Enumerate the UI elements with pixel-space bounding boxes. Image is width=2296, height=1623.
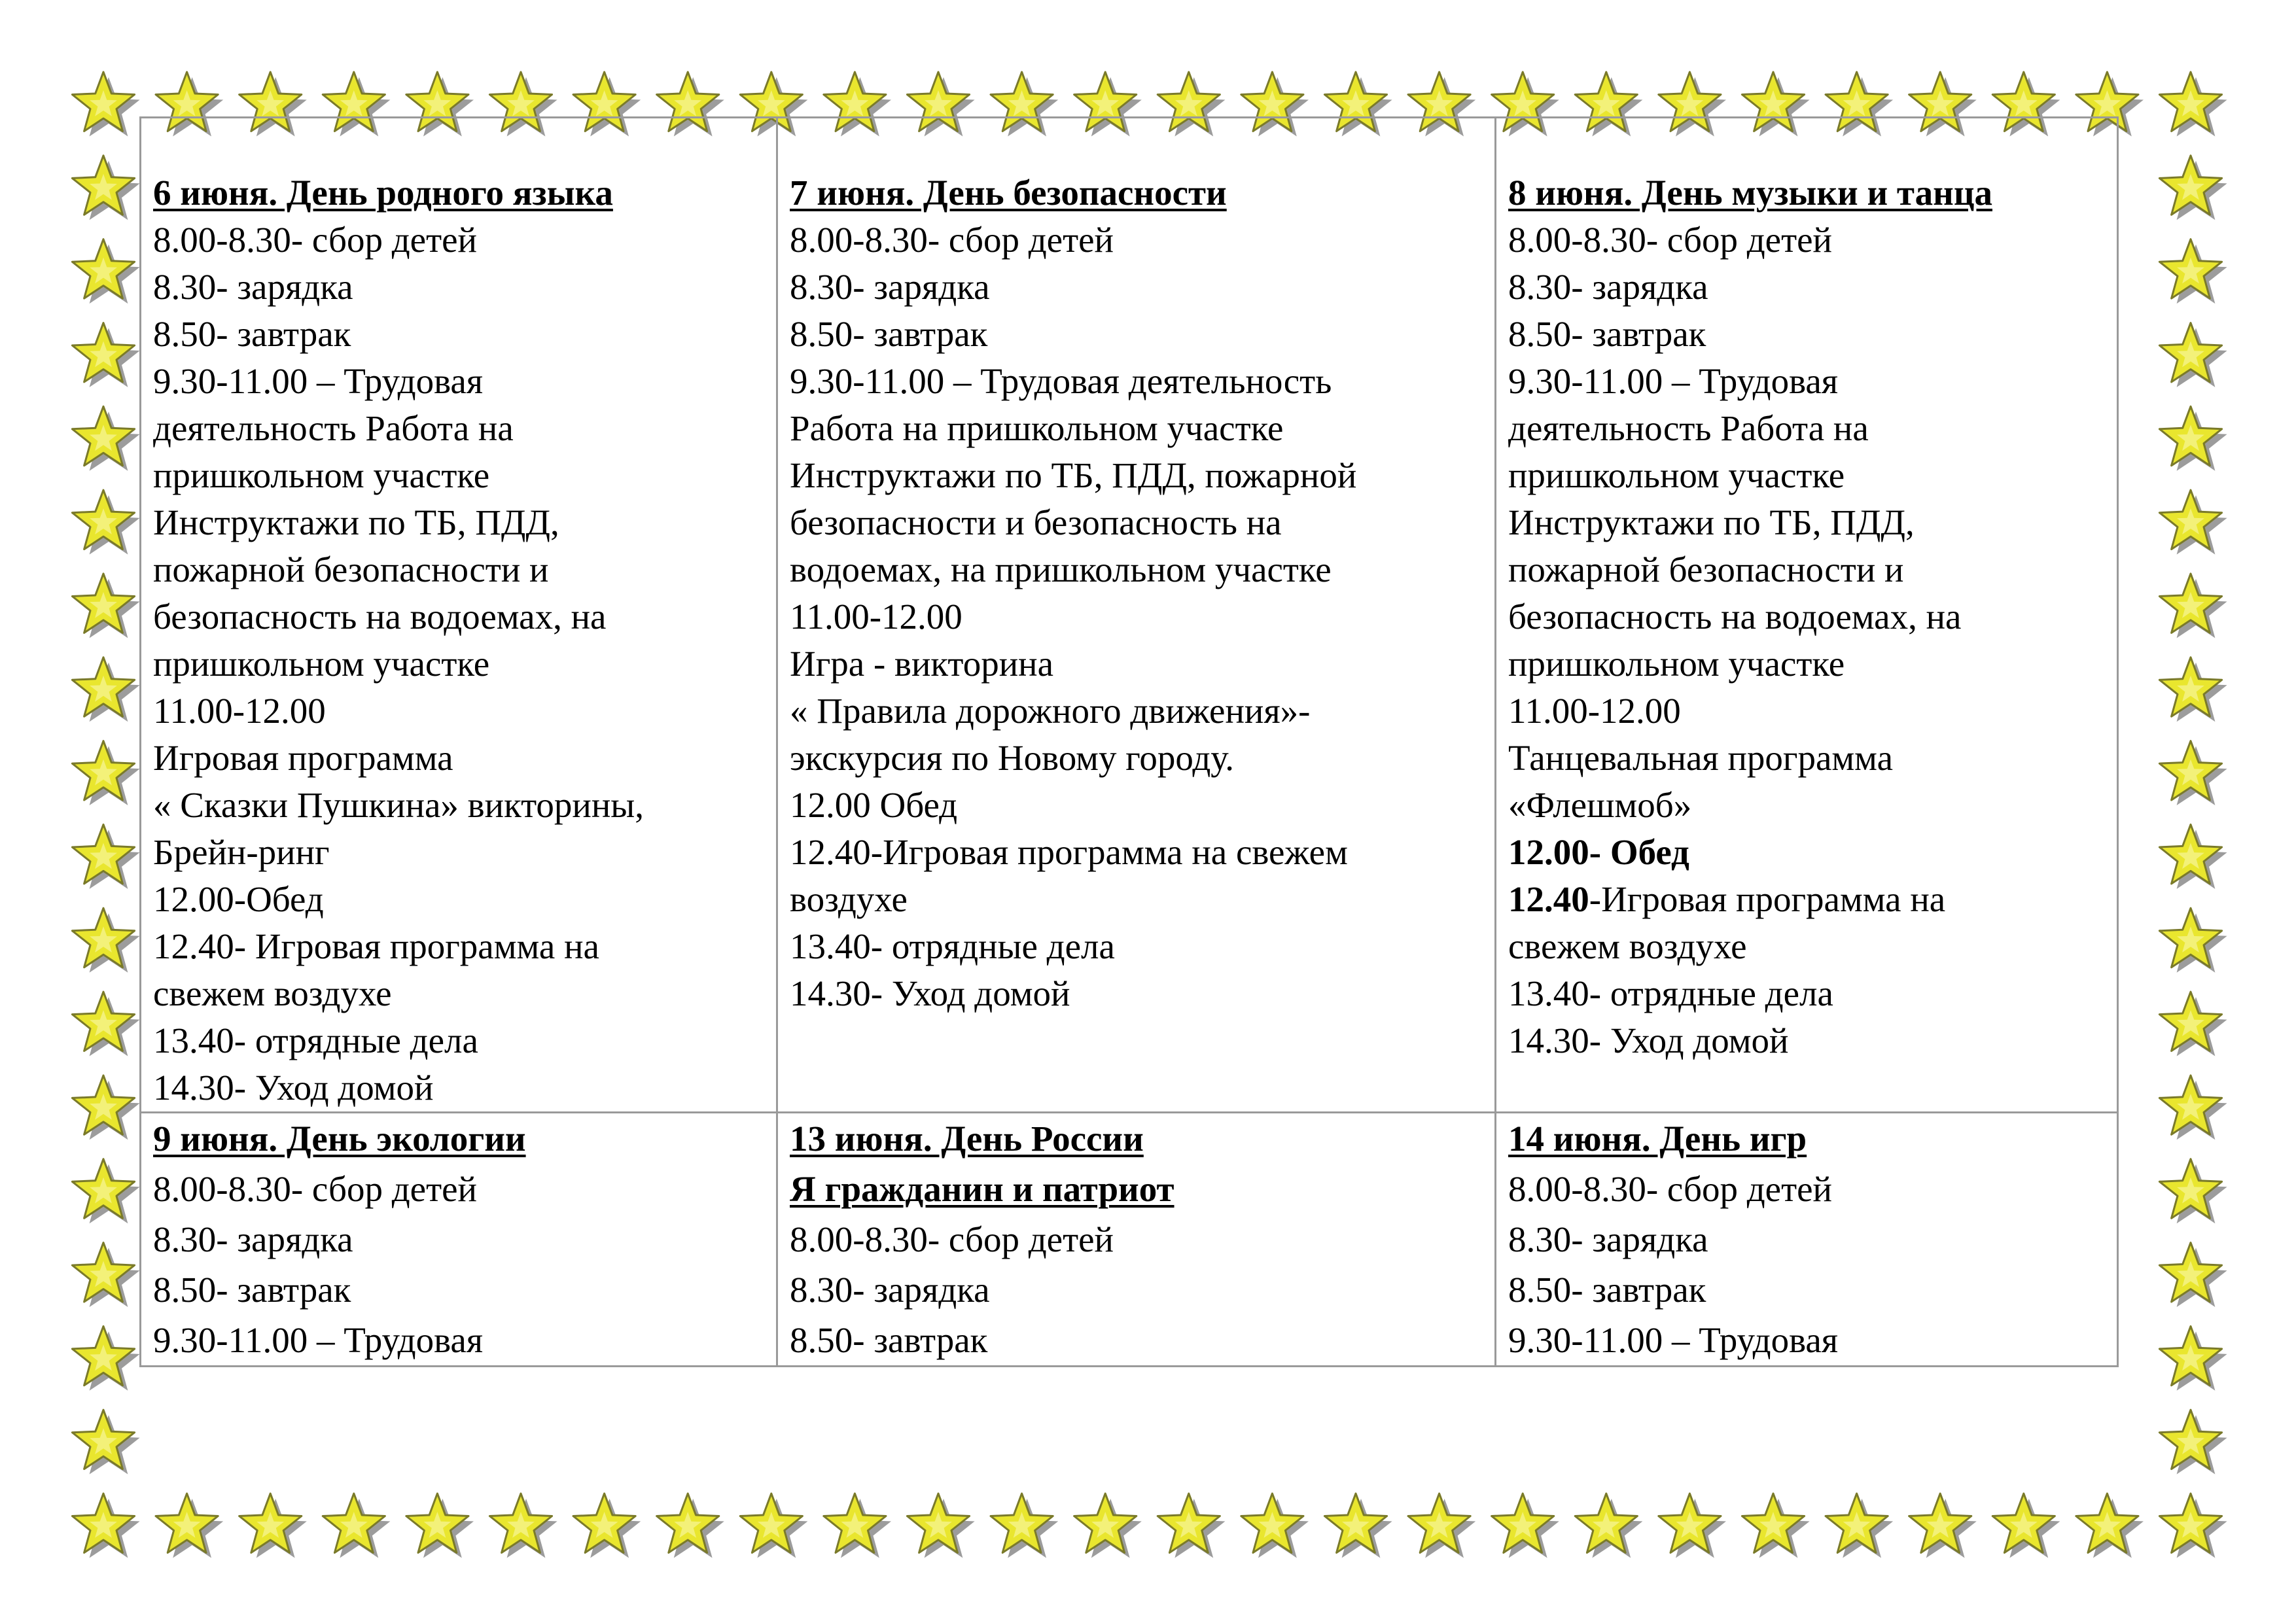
star-icon [2159,908,2227,973]
schedule-line: Работа на пришкольном участке [790,408,1284,448]
star-icon [2159,574,2227,638]
schedule-line: « Сказки Пушкина» викторины, [153,785,644,825]
schedule-line: 8.00-8.30- сбор детей [153,220,477,260]
schedule-line: 13.40- отрядные дела [790,926,1115,966]
star-icon [740,1493,807,1558]
schedule-line: водоемах, на пришкольном участке [790,550,1332,589]
schedule-line: безопасности и безопасность на [790,502,1282,542]
schedule-line: пришкольном участке [1508,455,1845,495]
schedule-line: 12.00-Обед [153,879,324,919]
schedule-line: 14.30- Уход домой [153,1068,434,1108]
star-icon [1742,1493,1809,1558]
schedule-line: 9.30-11.00 – Трудовая деятельность [790,361,1332,401]
day-cell [1496,1113,2118,1367]
schedule-line: пожарной безопасности и [1508,550,1904,589]
schedule-line: 8.30- зарядка [153,267,353,307]
schedule-line: свежем воздухе [1508,926,1747,966]
star-icon [2159,1326,2227,1390]
day-cell [777,118,1496,1113]
schedule-line: пришкольном участке [153,455,490,495]
schedule-line: 9.30-11.00 – Трудовая [1508,1320,1839,1360]
star-icon [2159,992,2227,1056]
star-icon [2159,239,2227,304]
schedule-line: пожарной безопасности и [153,550,549,589]
schedule-line: 13.40- отрядные дела [1508,973,1833,1013]
star-icon [1074,1493,1142,1558]
schedule-row [141,118,2118,1113]
schedule-line: Инструктажи по ТБ, ПДД, [153,502,559,542]
star-icon [2159,72,2227,137]
schedule-line: 8.50- завтрак [790,314,988,354]
star-icon [72,992,139,1056]
schedule-line: 14.30- Уход домой [1508,1021,1789,1060]
star-icon [2159,1075,2227,1140]
day-cell [141,118,777,1113]
schedule-line: 8.50- завтрак [153,314,351,354]
star-icon [72,741,139,805]
schedule-line: 8.30- зарядка [1508,267,1708,307]
star-icon [72,908,139,973]
star-icon [991,1493,1058,1558]
day-title: 6 июня. День родного языка [153,173,613,213]
schedule-line: 8.50- завтрак [1508,1270,1706,1310]
schedule-line: 9.30-11.00 – Трудовая [1508,361,1839,401]
day-title: 8 июня. День музыки и танца [1508,173,1993,213]
star-icon [2159,323,2227,387]
schedule-line: 12.00- Обед [1508,832,1689,872]
star-icon [2159,1159,2227,1224]
star-icon [2159,1410,2227,1474]
schedule-line: 8.30- зарядка [1508,1219,1708,1259]
schedule-line: « Правила дорожного движения»- [790,691,1311,731]
schedule-line: деятельность Работа на [153,408,514,448]
schedule-line: 8.50- завтрак [1508,314,1706,354]
star-icon [72,1410,139,1474]
star-icon [72,323,139,387]
schedule-line-text: -Игровая программа на [1589,879,1946,919]
schedule-line: 8.30- зарядка [790,267,990,307]
schedule-line: 8.30- зарядка [153,1219,353,1259]
schedule-line: деятельность Работа на [1508,408,1869,448]
star-icon [2159,156,2227,220]
schedule-line: 14.30- Уход домой [790,973,1070,1013]
schedule-line: пришкольном участке [1508,644,1845,684]
schedule-line: «Флешмоб» [1508,785,1692,825]
star-icon [72,824,139,889]
day-title: 14 июня. День игр [1508,1119,1807,1159]
day-cell [1496,118,2118,1113]
star-icon [489,1493,557,1558]
schedule-line: 11.00-12.00 [790,597,963,637]
schedule-line [1508,876,2105,923]
star-icon [2159,741,2227,805]
schedule-line: 11.00-12.00 [153,691,326,731]
day-cell [777,1113,1496,1367]
schedule-line-time: 12.40 [1508,879,1589,919]
star-icon [2076,1493,2144,1558]
schedule-line: 12.00 Обед [790,785,958,825]
star-icon [1909,1493,1977,1558]
schedule-line: Инструктажи по ТБ, ПДД, [1508,502,1915,542]
day-title: 9 июня. День экологии [153,1119,526,1159]
schedule-line: 8.50- завтрак [153,1270,351,1310]
schedule-line: 9.30-11.00 – Трудовая [153,361,484,401]
star-icon [2159,1243,2227,1308]
schedule-line: воздухе [790,879,908,919]
star-icon [2159,824,2227,889]
schedule-line: пришкольном участке [153,644,490,684]
schedule-line: свежем воздухе [153,973,392,1013]
star-icon [1492,1493,1559,1558]
star-icon [1992,1493,2060,1558]
schedule-line: экскурсия по Новому городу. [790,738,1235,778]
star-icon [573,1493,641,1558]
day-title: 13 июня. День России Я гражданин и патриот [790,1119,1174,1209]
schedule-line: 11.00-12.00 [1508,691,1681,731]
star-icon [72,1493,139,1558]
star-icon [72,1159,139,1224]
star-icon [1408,1493,1475,1558]
schedule-line: Танцевальная программа [1508,738,1894,778]
star-icon [239,1493,307,1558]
star-icon [72,490,139,555]
schedule-line: 12.40- Игровая программа на [153,926,599,966]
schedule-row [141,1113,2118,1367]
star-icon [156,1493,223,1558]
schedule-line: 13.40- отрядные дела [153,1021,478,1060]
day-cell [141,1113,777,1367]
star-icon [72,1326,139,1390]
schedule-line: Брейн-ринг [153,832,330,872]
schedule-line: 9.30-11.00 – Трудовая [153,1320,484,1360]
star-icon [72,156,139,220]
star-icon [657,1493,724,1558]
star-icon [1659,1493,1726,1558]
star-icon [1575,1493,1642,1558]
star-icon [824,1493,891,1558]
schedule-line: 8.00-8.30- сбор детей [1508,1169,1832,1209]
schedule-line: Игровая программа [153,738,453,778]
star-icon [72,1243,139,1308]
star-icon [907,1493,974,1558]
schedule-line: 8.00-8.30- сбор детей [1508,220,1832,260]
star-icon [2159,1493,2227,1558]
star-icon [323,1493,390,1558]
star-icon [72,1075,139,1140]
star-icon [2159,657,2227,722]
star-icon [72,657,139,722]
star-icon [1324,1493,1392,1558]
schedule-line: 8.00-8.30- сбор детей [153,1169,477,1209]
star-icon [2159,406,2227,470]
day-title: 7 июня. День безопасности [790,173,1227,213]
star-icon [406,1493,474,1558]
star-icon [72,72,139,137]
schedule-line: 8.30- зарядка [790,1270,990,1310]
schedule-line: безопасность на водоемах, на [1508,597,1962,637]
star-icon [2159,490,2227,555]
schedule-line: 8.00-8.30- сбор детей [790,220,1114,260]
schedule-line: безопасность на водоемах, на [153,597,607,637]
schedule-table [139,116,2119,1367]
star-icon [72,406,139,470]
star-icon [1826,1493,1893,1558]
star-icon [1241,1493,1309,1558]
schedule-line: 8.00-8.30- сбор детей [790,1219,1114,1259]
schedule-line: Инструктажи по ТБ, ПДД, пожарной [790,455,1357,495]
schedule-line: 12.40-Игровая программа на свежем [790,832,1348,872]
schedule-line: Игра - викторина [790,644,1053,684]
star-icon [1157,1493,1225,1558]
schedule-line: 8.50- завтрак [790,1320,988,1360]
star-icon [72,574,139,638]
star-icon [72,239,139,304]
